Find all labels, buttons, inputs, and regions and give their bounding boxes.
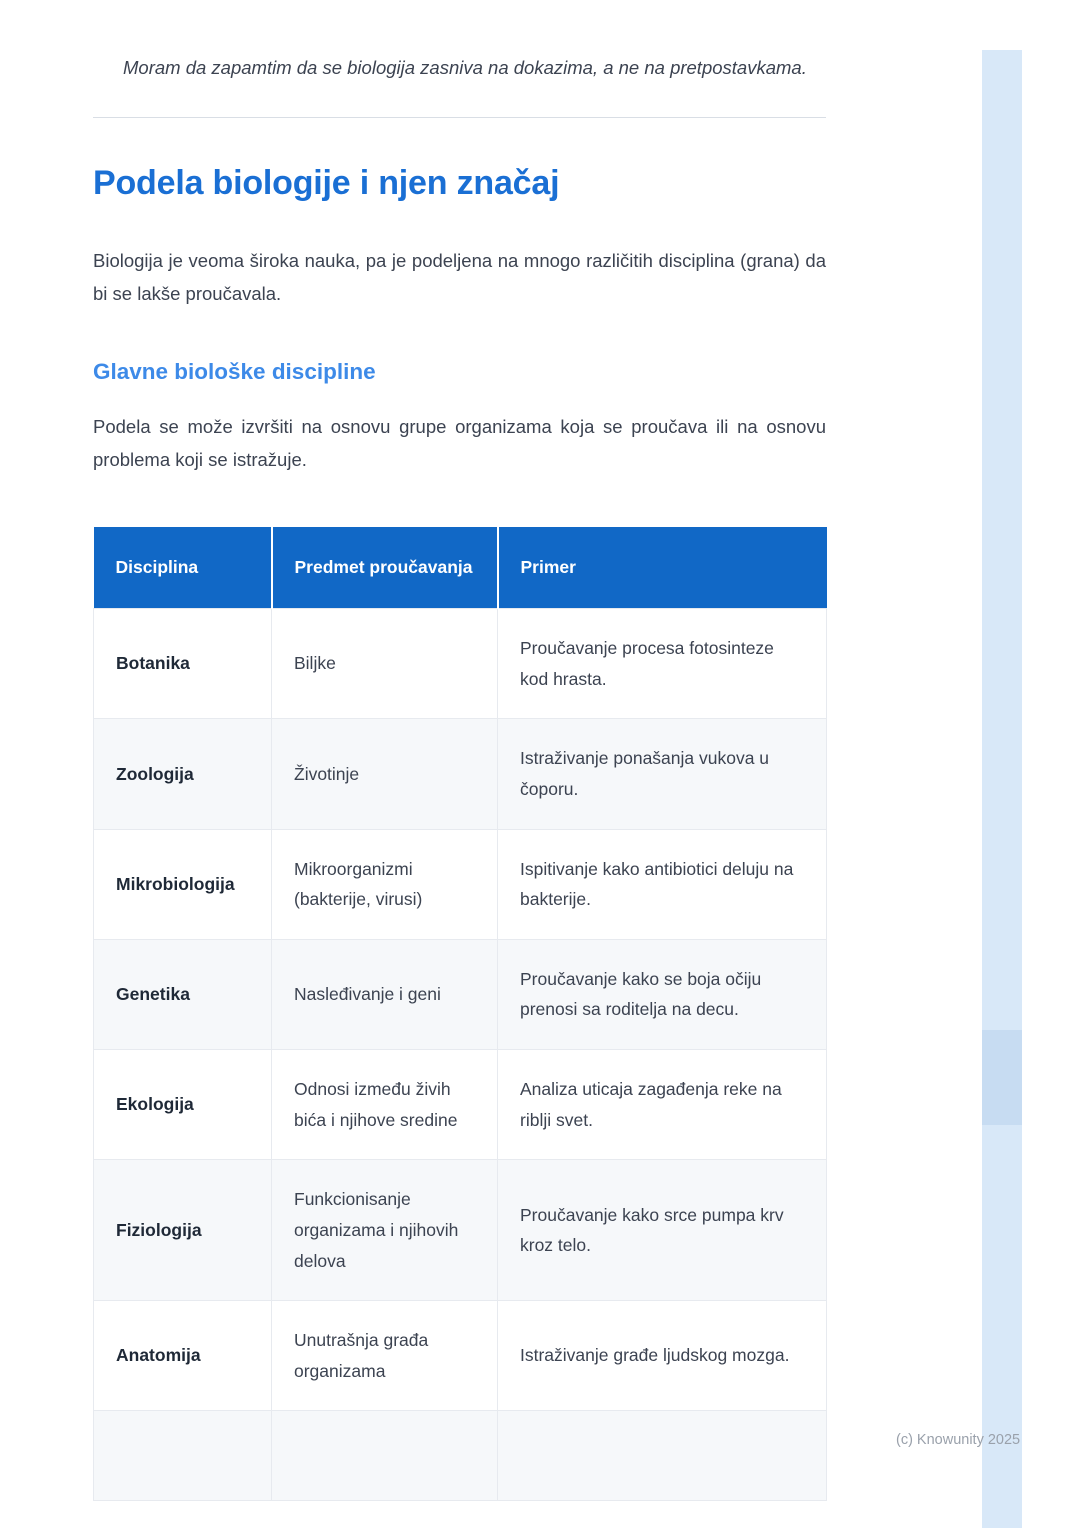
discipline-cell: Zoologija: [94, 719, 272, 829]
document-page: [93, 0, 826, 1501]
disciplines-table: [93, 527, 827, 1501]
page-title: Podela biologije i njen značaj: [93, 164, 560, 203]
discipline-cell: Botanika: [94, 609, 272, 719]
example-cell: Istraživanje ponašanja vukova u čoporu.: [498, 719, 827, 829]
section-paragraph: Podela se može izvršiti na osnovu grupe organizama koja se proučava ili na osnovu problema koji se istražuje.: [93, 416, 826, 471]
table-row: [94, 719, 827, 829]
example-cell: Istraživanje građe ljudskog mozga.: [498, 1301, 827, 1411]
table-row-partial: [94, 1411, 827, 1501]
intro-paragraph: Biologija je veoma široka nauka, pa je podeljena na mnogo različitih disciplina (grana) da bi se lakše proučavala.: [93, 250, 826, 305]
sidebar-strip: [982, 50, 1022, 1528]
table-header-row: [94, 527, 827, 608]
table-row: [94, 1160, 827, 1301]
discipline-cell: Ekologija: [94, 1050, 272, 1160]
example-cell: Ispitivanje kako antibiotici deluju na bakterije.: [498, 829, 827, 939]
copyright-text: (c) Knowunity 2025: [896, 1432, 1021, 1448]
table-row: [94, 939, 827, 1049]
discipline-cell: Anatomija: [94, 1301, 272, 1411]
example-cell: Proučavanje kako se boja očiju prenosi sa roditelja na decu.: [498, 939, 827, 1049]
example-cell: Proučavanje procesa fotosinteze kod hrasta.: [498, 609, 827, 719]
header-predmet: Predmet proučavanja: [272, 527, 498, 608]
subject-cell: Životinje: [272, 719, 498, 829]
table-body: [94, 609, 827, 1501]
example-cell: [498, 1411, 827, 1501]
table-row: [94, 1050, 827, 1160]
subject-cell: [272, 1411, 498, 1501]
discipline-cell: Genetika: [94, 939, 272, 1049]
table-row: [94, 609, 827, 719]
header-disciplina: Disciplina: [94, 527, 272, 608]
subject-cell: Odnosi između živih bića i njihove sredine: [272, 1050, 498, 1160]
table-row: [94, 1301, 827, 1411]
handwritten-note: Moram da zapamtim da se biologija zasniva na dokazima, a ne na pretpostavkama.: [123, 57, 807, 78]
subject-cell: Funkcionisanje organizama i njihovih delova: [272, 1160, 498, 1301]
header-primer: Primer: [498, 527, 827, 608]
scrollbar-thumb[interactable]: [982, 1030, 1022, 1125]
subject-cell: Unutrašnja građa organizama: [272, 1301, 498, 1411]
discipline-cell: Mikrobiologija: [94, 829, 272, 939]
example-cell: Proučavanje kako srce pumpa krv kroz telo.: [498, 1160, 827, 1301]
divider: [93, 117, 826, 118]
example-cell: Analiza uticaja zagađenja reke na riblji svet.: [498, 1050, 827, 1160]
subject-cell: Nasleđivanje i geni: [272, 939, 498, 1049]
discipline-cell: [94, 1411, 272, 1501]
section-title: Glavne biološke discipline: [93, 359, 376, 385]
table-header: [94, 527, 827, 608]
table-row: [94, 829, 827, 939]
discipline-cell: Fiziologija: [94, 1160, 272, 1301]
subject-cell: Biljke: [272, 609, 498, 719]
subject-cell: Mikroorganizmi (bakterije, virusi): [272, 829, 498, 939]
